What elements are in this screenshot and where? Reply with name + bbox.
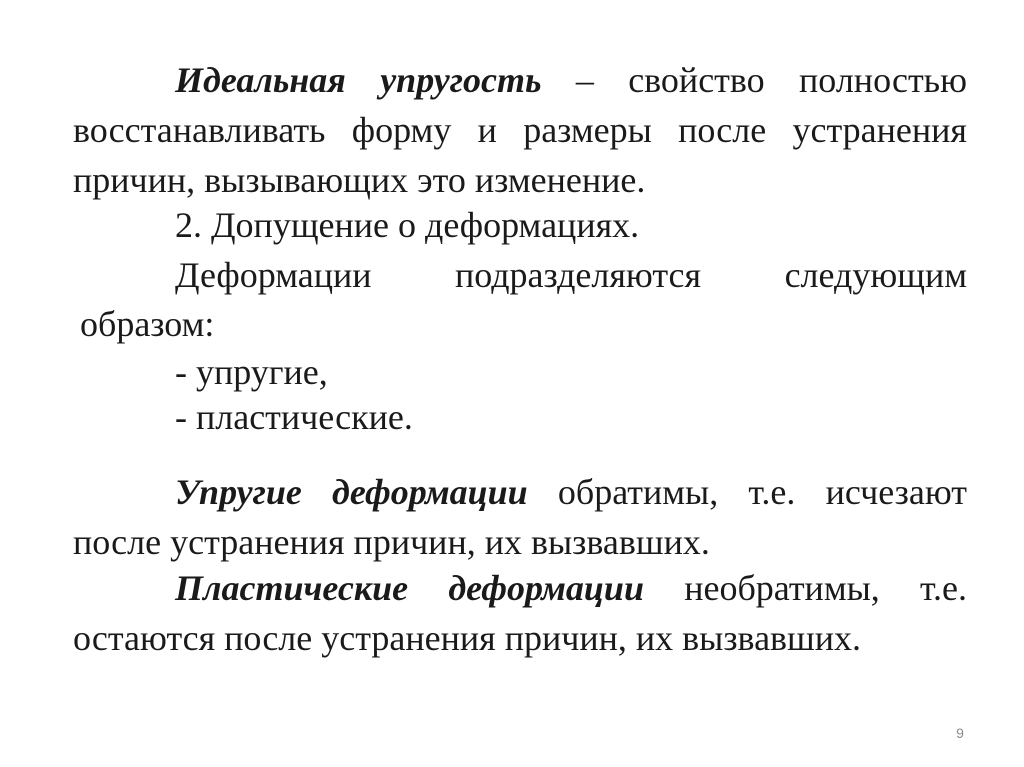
deformation-intro-line1: Деформации подразделяются следующим [175,255,967,295]
assumption-heading: 2. Допущение о деформациях. [175,205,640,245]
elastic-deformation-text: обратимы, т.е. исчезают после устранения причин, их вызвавших. [73,472,967,562]
elastic-deformation-paragraph [73,467,967,567]
elasticity-definition-paragraph [73,55,967,205]
plastic-deformation-text: необратимы, т.е. остаются после устранения причин, их вызвавших. [73,568,968,658]
deformation-type-elastic: - упругие, [175,352,328,392]
elastic-deformation-term: Упругие деформации [175,472,528,512]
elasticity-definition-text: – свойство полностью восстанавливать форму и размеры после устранения причин, вызывающих это изменение. [73,60,967,200]
page-number: 9 [956,725,964,741]
plastic-deformation-paragraph [73,563,967,663]
deformation-intro-line2: образом: [80,304,215,344]
plastic-deformation-term: Пластические деформации [175,568,644,608]
elasticity-term: Идеальная упругость [175,60,542,100]
deformation-type-plastic: - пластические. [175,397,413,437]
